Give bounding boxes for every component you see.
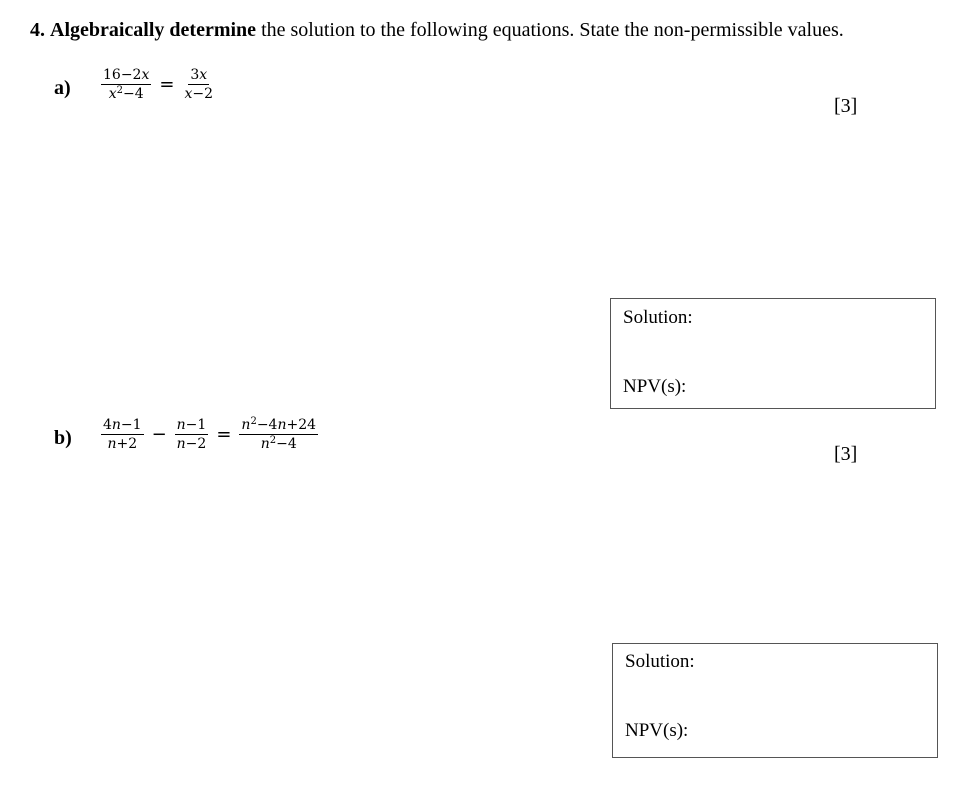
equation-b-rhs-numerator: 𝑛$^2$−4𝑛+24 bbox=[241, 416, 317, 433]
equals-sign: = bbox=[216, 424, 232, 445]
npv-label: NPV(s): bbox=[623, 376, 687, 397]
equation-a-rhs-fraction bbox=[182, 66, 215, 103]
equation-b bbox=[98, 416, 321, 453]
equation-b-term2-numerator: 𝑛−1 bbox=[176, 417, 207, 433]
part-a-marks: [3] bbox=[834, 95, 858, 117]
equation-b-rhs-denominator: 𝑛$^2$−4 bbox=[260, 435, 297, 452]
equation-b-term2-denominator: 𝑛−2 bbox=[176, 436, 207, 452]
part-a-label: a) bbox=[54, 77, 71, 99]
equation-a-rhs-denominator: 𝑥−2 bbox=[184, 86, 213, 102]
part-a-answer-box[interactable] bbox=[610, 298, 936, 409]
solution-label: Solution: bbox=[625, 651, 695, 672]
minus-sign: − bbox=[151, 424, 167, 445]
equation-b-term2-fraction bbox=[175, 416, 209, 453]
equation-b-term1-numerator: 4𝑛−1 bbox=[103, 417, 142, 433]
question-bold-text: Algebraically determine bbox=[50, 19, 257, 41]
part-b-marks: [3] bbox=[834, 443, 858, 465]
part-b-answer-box[interactable] bbox=[612, 643, 938, 758]
equation-a-lhs-fraction bbox=[101, 66, 151, 103]
part-b-label: b) bbox=[54, 427, 72, 449]
npv-label: NPV(s): bbox=[625, 720, 689, 741]
question-prompt bbox=[30, 19, 844, 42]
equals-sign: = bbox=[159, 74, 175, 95]
equation-a-rhs-numerator: 3𝑥 bbox=[190, 67, 208, 83]
equation-a-lhs-denominator: 𝑥$^2$−4 bbox=[108, 85, 144, 102]
equation-b-term1-fraction bbox=[101, 416, 144, 453]
equation-a-lhs-numerator: 16−2𝑥 bbox=[103, 67, 150, 83]
solution-label: Solution: bbox=[623, 307, 693, 328]
question-number: 4. bbox=[30, 19, 45, 41]
equation-b-term1-denominator: 𝑛+2 bbox=[107, 436, 138, 452]
question-text: the solution to the following equations. State the non-permissible values. bbox=[261, 19, 844, 41]
equation-b-rhs-fraction bbox=[239, 416, 318, 453]
equation-a bbox=[98, 66, 218, 103]
